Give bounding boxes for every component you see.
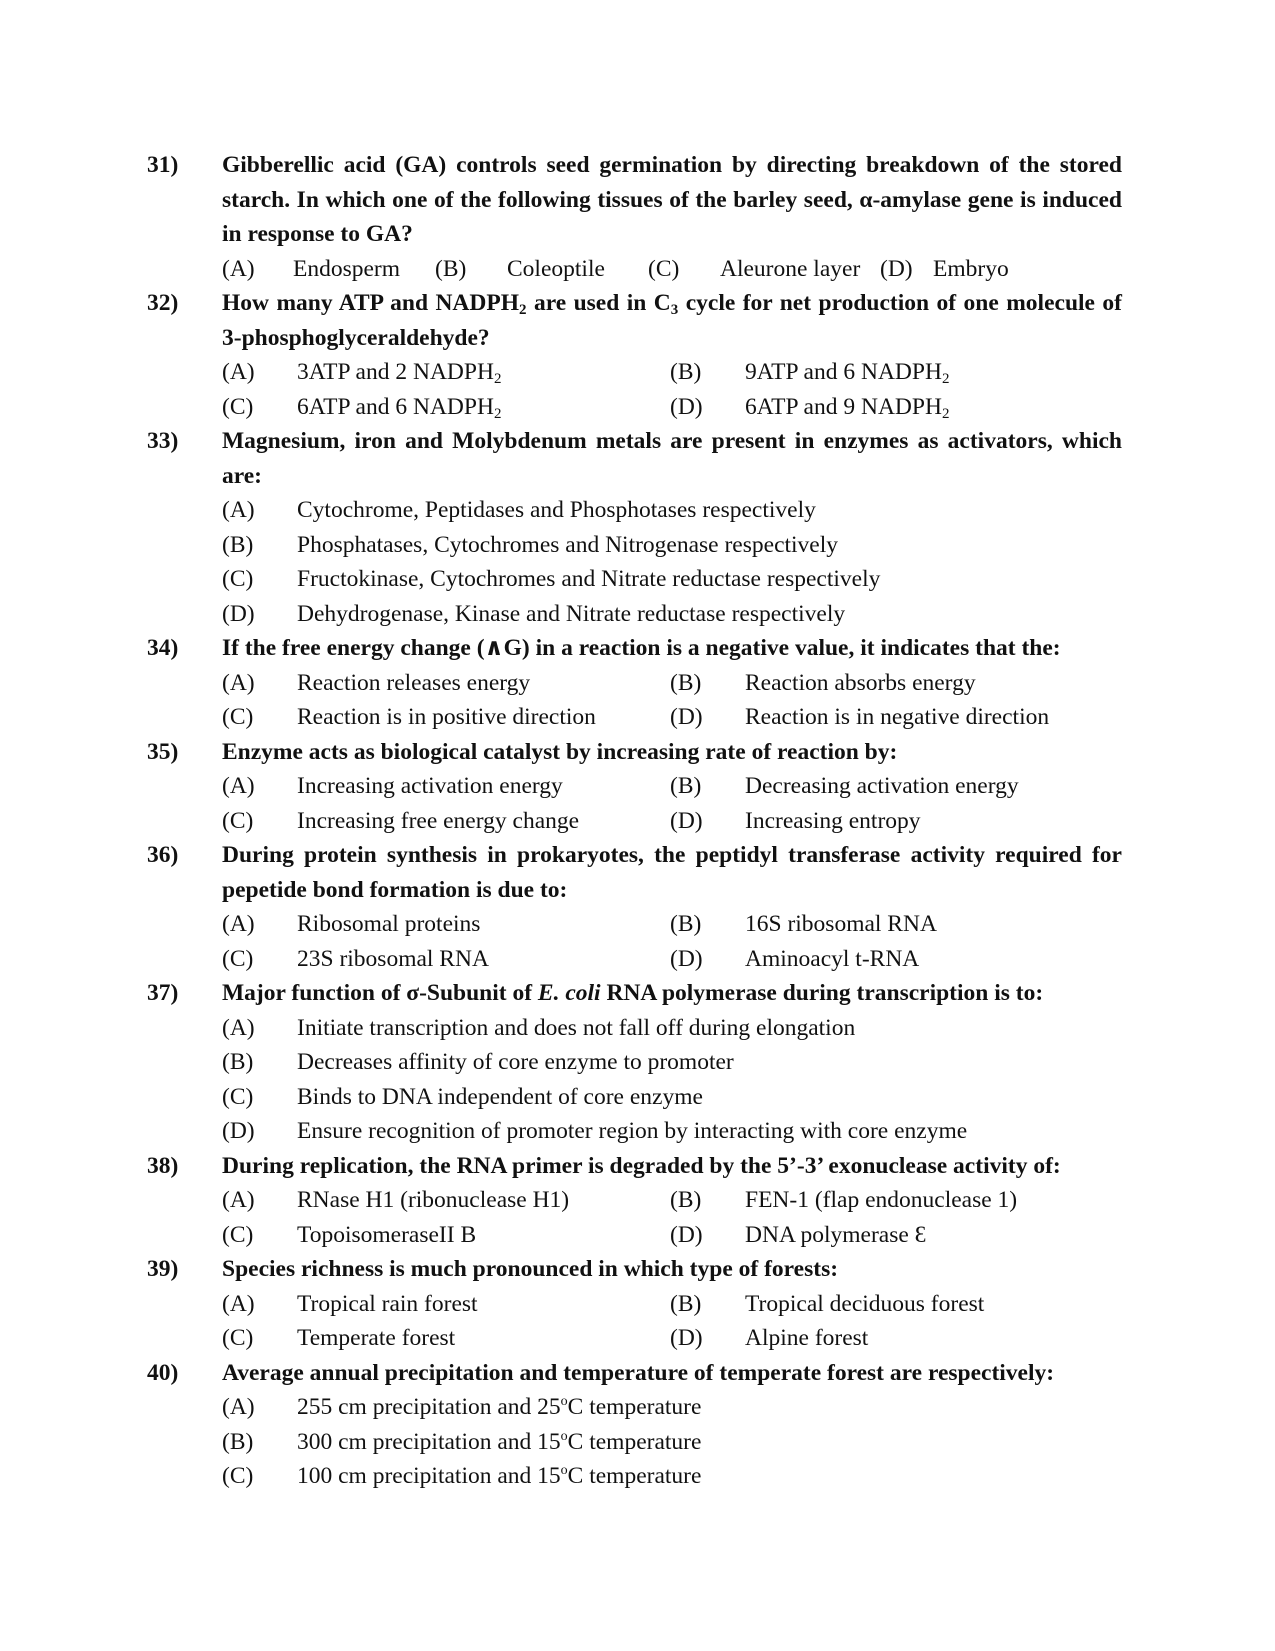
option-letter: (D) xyxy=(670,704,703,730)
question-text: Gibberellic acid (GA) controls seed germination by directing breakdown of the stored starch. In which one of the following tissues of the barley seed, α-amylase gene is induced in response to GA? xyxy=(222,152,1122,247)
option-letter: (A) xyxy=(222,497,255,523)
option-text: Reaction is in negative direction xyxy=(745,704,1050,730)
option-text: Increasing entropy xyxy=(745,807,921,834)
option-letter: (B) xyxy=(670,1290,702,1317)
option-letter: (C) xyxy=(222,807,254,834)
option-letter: (D) xyxy=(670,1325,703,1351)
option-text: 100 cm precipitation and 15$^o$C temperature xyxy=(297,1463,702,1489)
option-text: Binds to DNA independent of core enzyme xyxy=(297,1083,703,1110)
option-text: Initiate transcription and does not fall off during elongation xyxy=(297,1014,856,1041)
option-letter: (A) xyxy=(222,255,255,282)
question-36 xyxy=(147,838,1122,907)
option-row xyxy=(222,1114,1122,1149)
option-letter: (C) xyxy=(222,1221,254,1248)
option-text: Temperate forest xyxy=(297,1325,456,1351)
question-33 xyxy=(147,424,1122,493)
question-text: Average annual precipitation and temperature of temperate forest are respectively: xyxy=(222,1359,1055,1386)
option-text: Aminoacyl t-RNA xyxy=(745,945,920,972)
question-35 xyxy=(147,735,1122,770)
options-row xyxy=(222,769,1122,804)
question-text: Species richness is much pronounced in which type of forests: xyxy=(222,1256,839,1282)
option-letter: (B) xyxy=(670,911,702,937)
question-text: During replication, the RNA primer is degraded by the 5’-3’ exonuclease activity of: xyxy=(222,1152,1061,1179)
option-letter: (C) xyxy=(222,1325,254,1351)
question-38 xyxy=(147,1149,1122,1184)
option-text: Decreases affinity of core enzyme to promoter xyxy=(297,1049,734,1075)
options-row xyxy=(222,252,1122,287)
option-letter: (B) xyxy=(222,1428,254,1455)
question-list xyxy=(147,148,1122,1494)
option-text: Cytochrome, Peptidases and Phosphotases respectively xyxy=(297,497,816,523)
option-text: DNA polymerase Ɛ xyxy=(745,1221,927,1248)
question-number: 31) xyxy=(147,152,179,178)
option-text: Increasing activation energy xyxy=(297,773,563,799)
option-text: 9ATP and 6 $NADPH_2$ xyxy=(745,359,950,387)
option-row xyxy=(222,1459,1122,1494)
option-row xyxy=(222,1080,1122,1115)
option-letter: (A) xyxy=(222,1394,255,1420)
question-text: Major function of σ-Subunit of E. coli RNA polymerase during transcription is to: xyxy=(222,980,1044,1006)
question-number: 40) xyxy=(147,1359,179,1386)
option-letter: (B) xyxy=(222,1049,254,1075)
option-letter: (A) xyxy=(222,773,255,799)
question-number: 39) xyxy=(147,1256,179,1282)
question-number: 35) xyxy=(147,738,179,765)
options-row xyxy=(222,666,1122,701)
option-text: Reaction releases energy xyxy=(297,669,531,696)
option-row xyxy=(222,562,1122,597)
options-row xyxy=(222,804,1122,839)
option-row xyxy=(222,528,1122,563)
option-text: Dehydrogenase, Kinase and Nitrate reductase respectively xyxy=(297,600,846,627)
option-letter: (B) xyxy=(670,669,702,696)
option-letter: (A) xyxy=(222,1290,255,1317)
option-letter: (D) xyxy=(222,600,255,627)
option-letter: (C) xyxy=(222,393,254,420)
option-letter: (C) xyxy=(222,945,254,972)
question-number: 36) xyxy=(147,842,179,868)
option-text: Coleoptile xyxy=(507,255,605,282)
option-letter: (B) xyxy=(222,531,254,558)
option-text: Increasing free energy change xyxy=(297,807,580,834)
question-number: 34) xyxy=(147,635,179,661)
option-text: Alpine forest xyxy=(745,1325,869,1351)
option-text: RNase H1 (ribonuclease H1) xyxy=(297,1187,570,1213)
question-text: How many ATP and $NADPH_2$ are used in $C_3$ cycle for net production of one molecule of 3-phosphoglyceraldehyde? xyxy=(222,290,1122,351)
question-text: If the free energy change (∧G) in a reaction is a negative value, it indicates that the: xyxy=(222,635,1061,661)
option-letter: (D) xyxy=(222,1118,255,1144)
question-text: Magnesium, iron and Molybdenum metals are present in enzymes as activators, which are: xyxy=(222,428,1122,489)
question-number: 37) xyxy=(147,980,179,1006)
option-text: 6ATP and 9 $NADPH_2$ xyxy=(745,393,950,422)
question-number: 38) xyxy=(147,1152,179,1179)
option-letter: (C) xyxy=(222,1083,254,1110)
options-row xyxy=(222,1183,1122,1218)
options-row xyxy=(222,700,1122,735)
option-text: FEN-1 (flap endonuclease 1) xyxy=(745,1187,1018,1213)
option-row xyxy=(222,1045,1122,1080)
options-row xyxy=(222,942,1122,977)
option-row xyxy=(222,1425,1122,1460)
option-letter: (D) xyxy=(670,945,703,972)
option-letter: (A) xyxy=(222,669,255,696)
option-text: 16S ribosomal RNA xyxy=(745,911,937,937)
option-text: 23S ribosomal RNA xyxy=(297,945,489,972)
question-32 xyxy=(147,286,1122,355)
option-letter: (A) xyxy=(222,911,255,937)
option-text: Embryo xyxy=(933,255,1009,282)
options-row xyxy=(222,355,1122,390)
option-text: Ensure recognition of promoter region by interacting with core enzyme xyxy=(297,1118,968,1144)
option-letter: (B) xyxy=(670,359,702,385)
option-letter: (C) xyxy=(222,1463,254,1489)
option-letter: (B) xyxy=(670,1187,702,1213)
question-number: 32) xyxy=(147,290,179,316)
question-31 xyxy=(147,148,1122,252)
question-39 xyxy=(147,1252,1122,1287)
option-letter: (A) xyxy=(222,1187,255,1213)
option-text: Reaction absorbs energy xyxy=(745,669,976,696)
option-row xyxy=(222,1011,1122,1046)
option-row xyxy=(222,1390,1122,1425)
option-letter: (C) xyxy=(648,255,680,282)
question-34 xyxy=(147,631,1122,666)
question-text: During protein synthesis in prokaryotes, the peptidyl transferase activity required for pepetide bond formation is due to: xyxy=(222,842,1122,903)
option-letter: (D) xyxy=(670,807,703,834)
option-letter: (D) xyxy=(670,393,703,420)
option-letter: (D) xyxy=(670,1221,703,1248)
option-letter: (B) xyxy=(435,255,467,282)
options-row xyxy=(222,1218,1122,1253)
option-letter: (C) xyxy=(222,566,254,592)
options-row xyxy=(222,1287,1122,1322)
options-row xyxy=(222,907,1122,942)
option-letter: (B) xyxy=(670,773,702,799)
options-row xyxy=(222,1321,1122,1356)
option-letter: (A) xyxy=(222,359,255,385)
option-text: Tropical deciduous forest xyxy=(745,1290,985,1317)
option-letter: (D) xyxy=(880,255,913,282)
option-text: Endosperm xyxy=(293,255,401,282)
options-row xyxy=(222,390,1122,425)
question-text: Enzyme acts as biological catalyst by increasing rate of reaction by: xyxy=(222,738,898,765)
option-row xyxy=(222,597,1122,632)
question-37 xyxy=(147,976,1122,1011)
option-text: Phosphatases, Cytochromes and Nitrogenase respectively xyxy=(297,531,839,558)
option-text: Aleurone layer xyxy=(720,255,861,282)
option-text: 3ATP and 2 $NADPH_2$ xyxy=(297,359,502,387)
option-text: Tropical rain forest xyxy=(297,1290,478,1317)
option-letter: (A) xyxy=(222,1014,255,1041)
option-letter: (C) xyxy=(222,704,254,730)
question-number: 33) xyxy=(147,428,179,454)
option-text: Decreasing activation energy xyxy=(745,773,1019,799)
option-text: 255 cm precipitation and 25$^o$C temperature xyxy=(297,1394,702,1420)
option-text: Fructokinase, Cytochromes and Nitrate reductase respectively xyxy=(297,566,881,592)
option-text: 6ATP and 6 $NADPH_2$ xyxy=(297,393,502,422)
option-text: 300 cm precipitation and 15$^o$C temperature xyxy=(297,1428,702,1455)
option-row xyxy=(222,493,1122,528)
question-40 xyxy=(147,1356,1122,1391)
option-text: Reaction is in positive direction xyxy=(297,704,596,730)
option-text: TopoisomeraseII B xyxy=(297,1221,477,1248)
option-text: Ribosomal proteins xyxy=(297,911,481,937)
